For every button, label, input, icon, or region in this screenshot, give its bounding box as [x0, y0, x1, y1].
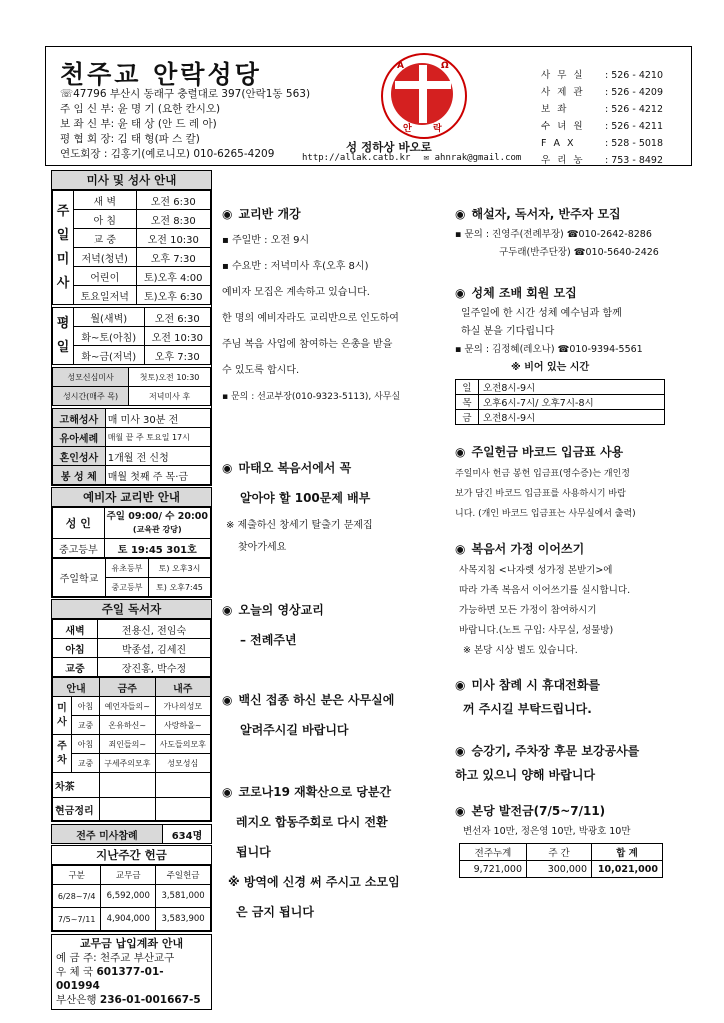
parish-title: 천주교 안락성당: [60, 60, 262, 89]
bullet-icon: ◉: [222, 693, 233, 707]
contact-row: 사 무 실 : 526 - 4210: [541, 70, 663, 81]
mass-time: 오후 7:30: [144, 346, 210, 365]
catechism-table: 성 인 주일 09:00/ 수 20:00 (교육관 강당) 중고등부 토 19:45 301호: [52, 507, 211, 558]
mass-name: 아 침: [74, 210, 137, 229]
mass-time: 오전 10:30: [144, 327, 210, 346]
notice-catechism: ◉ 교리반 개강: [222, 207, 301, 221]
notice-liturgy-recruit: ◉ 해설자, 독서자, 반주자 모집: [455, 207, 621, 221]
mass-name: 저녁(청년): [74, 248, 137, 267]
bullet-icon: ◉: [222, 785, 233, 799]
account-post: 우 체 국 601377-01-001994: [56, 966, 164, 992]
notice-covid: ◉ 코로나19 재확산으로 당분간 레지오 합동주회로 다시 전환 됩니다 ※ 방역에 신경 써 주시고 소모임 은 금지 됩니다: [222, 785, 400, 919]
notice-video: ◉ 오늘의 영상교리 – 전례주년: [222, 603, 324, 647]
mass-time: 오전 6:30: [136, 191, 211, 210]
pastor: 주 임 신 부: 윤 명 기 (요한 칸시오): [60, 103, 221, 115]
header: [45, 46, 692, 166]
special-time: 첫토)오전 10:30: [129, 368, 211, 387]
mass-time: 오전 10:30: [136, 229, 211, 248]
bullet-icon: ◉: [222, 207, 233, 221]
sunday-school-table: 주일학교 유초등부 토) 오후3시 중고등부 토) 오후7:45: [52, 558, 211, 597]
notice-construction: ◉ 승강기, 주차장 후문 보강공사를 하고 있으니 양해 바랍니다: [455, 744, 640, 782]
logo-cross-vertical: [419, 65, 427, 123]
mass-schedule-box: [51, 170, 212, 486]
contact-row: 보 좌 : 526 - 4212: [541, 104, 663, 115]
account-box: [51, 934, 212, 1010]
notice-barcode: ◉ 주일헌금 바코드 입금표 사용: [455, 445, 624, 459]
patron-saint: 성 정하상 바오로: [346, 140, 432, 154]
council-president: 평 협 회 장: 김 태 형(파 스 칼): [60, 133, 200, 145]
mass-name: 교 중: [74, 229, 137, 248]
account-title: 교무금 납입계좌 안내: [79, 937, 184, 950]
guide-table: 안내 금주 내주 미 사 아침 예언자들의~ 가나의성모 교중 온유하신~ 사랑하올~ 주 차 아침 죄인들의~ 사도들의모후 교중 구세주의모후 성모성심 차茶 현금정리: [52, 677, 211, 821]
sidebar: [51, 170, 212, 1010]
attendance-table: 전주 미사참례 634명: [51, 824, 212, 844]
notice-gospel-copy: ◉ 복음서 가정 이어쓰기: [455, 542, 585, 556]
adoration-table: 일 오전8시-9시 목 오후6시-7시/ 오후7시-8시 금 오전8시-9시: [455, 379, 665, 425]
contact-row: F A X : 528 - 5018: [541, 138, 663, 149]
weekday-mass-table: [52, 307, 211, 365]
mass-name: 화~금(저녁): [74, 346, 145, 365]
website-link[interactable]: http://allak.catb.kr: [302, 153, 411, 163]
account-bank: 부산은행 236-01-001667-5: [56, 994, 201, 1006]
offering-table: 구분 교무금 주일헌금 6/28~7/4 6,592,000 3,581,000 7/5~7/11 4,904,000 3,583,900: [52, 865, 211, 931]
bullet-icon: ◉: [455, 744, 466, 758]
contact-row: 수 녀 원 : 526 - 4211: [541, 121, 663, 132]
middle-column: ◉ 교리반 개강 ▪ 주일반 : 오전 9시 ▪ 수요반 : 저녁미사 후(오후 8시) 예비자 모집은 계속하고 있습니다. 한 명의 예비자라도 교리반으로 인도하여 주님 복음 사업에 참여하는 은총을 받을 수 있도록 합시다. ▪ 문의 : 선교부장(010-9323-5113), 사무실 ◉ 마태오 복음서에서 꼭 알아야 할 100문제 배부 ※ 제출하신 창세기 탈출기 문제집 찾아가세요 ◉ 오늘의 영상교리 – 전례주년 ◉ 백신 접종 하신 분은 사무실에 알려주시길 바랍니다 ◉ 코로나19 재확산으로 당분간 레지오 합동주회로 다시 전환 됩니다 ※ 방역에 신경 써 주시고 소모임 은 금지 됩니다: [222, 205, 450, 406]
assistant-priest: 보 좌 신 부: 윤 태 상 (안 드 레 아): [60, 118, 217, 130]
notice-adoration: ◉ 성체 조배 회원 모집: [455, 286, 577, 300]
readers-title: 주일 독서자: [52, 600, 211, 619]
bullet-icon: ◉: [455, 445, 466, 459]
contact-row: 사 제 관 : 526 - 4209: [541, 87, 663, 98]
address: ☏47796 부산시 동래구 충렬대로 397(안락1동 563): [60, 88, 311, 100]
sacraments-table: 고해성사 매 미사 30분 전 유아세례 매월 끝 주 토요일 17시 혼인성사 1개월 전 신청 봉 성 체 매월 첫째 주 목·금: [52, 408, 211, 485]
bullet-icon: ◉: [222, 603, 233, 617]
seniors-president: 연도회장 : 김홍기(예로니모) 010-6265-4209: [60, 148, 275, 160]
mass-schedule-title: 미사 및 성사 안내: [52, 171, 211, 190]
bullet-icon: ◉: [455, 804, 466, 818]
right-column: ◉ 해설자, 독서자, 반주자 모집 ▪ 문의 : 진영주(전례부장) ☎010-2642-8286 구두래(반주단장) ☎010-5640-2426 ◉ 성체 조배 회원 모집 일주일에 한 시간 성체 예수님과 함께 하실 분을 기다립니다 ▪ 문의 : 김정혜(레오나) ☎010-9394-5561 ※ 비어 있는 시간 일 오전8시-9시 목 오후6시-7시/ 오후7시-8시 금 오전8시-9시 ◉ 주일헌금 바코드 입금표 사용 주일미사 헌금 봉헌 입금표(영수증)는 개인정 보가 담긴 바코드 입금표를 사용하시기 바랍 니다. (개인 바코드 입금표는 사무실에서 출력) ◉ 복음서 가정 이어쓰기 사목지침 <나자렛 성가정 본받기>에 따라 가족 복음서 이어쓰기를 실시합니다. 가능하면 모든 가정이 참여하시기 바랍니다.(노트 구입: 사무실, 성물방) ※ 본당 시상 별도 있습니다. ◉ 미사 참례 시 휴대전화를 꺼 주시길 부탁드립니다. ◉ 승강기, 주차장 후문 보강공사를 하고 있으니 양해 바랍니다 ◉ 본당 발전금(7/5~7/11) 변선자 10만, 정은영 10만, 박광호 10만 전주누계 주 간 합 계 9,721,000 300,000 10,021,000: [455, 205, 687, 878]
logo-alpha: A: [397, 61, 404, 71]
bullet-icon: ◉: [222, 461, 233, 475]
mass-name: 월(새벽): [74, 308, 145, 327]
mass-time: 오전 6:30: [144, 308, 210, 327]
mass-name: 어린이: [74, 267, 137, 286]
bullet-icon: ◉: [455, 286, 466, 300]
logo-cross-horizontal: [395, 81, 451, 89]
mass-time: 오후 7:30: [136, 248, 211, 267]
weekday-label: 평 일: [53, 308, 74, 365]
special-mass-table: [52, 367, 211, 406]
special-name: 성시간(매주 목): [53, 387, 129, 406]
parish-logo: [381, 53, 467, 139]
phone-directory: [541, 67, 663, 169]
mass-time: 오전 8:30: [136, 210, 211, 229]
readers-box: [51, 599, 212, 822]
logo-an: 안: [403, 124, 412, 134]
mass-name: 토요일저녁: [74, 286, 137, 305]
special-time: 저녁미사 후: [129, 387, 211, 406]
sunday-label: 주 일 미 사: [53, 191, 74, 305]
development-fund-table: 전주누계 주 간 합 계 9,721,000 300,000 10,021,000: [459, 843, 663, 878]
offering-box: [51, 845, 212, 932]
mass-time: 토)오후 4:00: [136, 267, 211, 286]
mass-name: 화~토(아침): [74, 327, 145, 346]
catechism-title: 예비자 교리반 안내: [52, 488, 211, 507]
bullet-icon: ◉: [455, 542, 466, 556]
notice-vaccine: ◉ 백신 접종 하신 분은 사무실에 알려주시길 바랍니다: [222, 693, 395, 737]
logo-rak: 락: [433, 124, 442, 134]
readers-table: 새벽 전용신, 전임숙 아침 박종섭, 김세진 교중 장진홍, 박수정: [52, 619, 211, 677]
special-name: 성모신심미사: [53, 368, 129, 387]
notice-matthew: ◉ 마태오 복음서에서 꼭 알아야 할 100문제 배부 ※ 제출하신 창세기 탈출기 문제집 찾아가세요: [222, 461, 373, 553]
offering-title: 지난주간 헌금: [52, 846, 211, 865]
bullet-icon: ◉: [455, 207, 466, 221]
contact-row: 우 리 농 : 753 - 8492: [541, 155, 663, 166]
bullet-icon: ◉: [455, 678, 466, 692]
logo-omega: Ω: [441, 61, 449, 71]
sunday-mass-table: [52, 190, 211, 305]
notice-phone-off: ◉ 미사 참례 시 휴대전화를 꺼 주시길 부탁드립니다.: [455, 678, 600, 716]
email-link[interactable]: ✉ ahnrak@gmail.com: [423, 153, 522, 163]
catechism-box: [51, 487, 212, 598]
mass-name: 새 벽: [74, 191, 137, 210]
notice-development-fund: ◉ 본당 발전금(7/5~7/11) 변선자 10만, 정은영 10만, 박광호 10만 전주누계 주 간 합 계 9,721,000 300,000 10,021,000: [455, 799, 687, 878]
mass-time: 토)오후 6:30: [136, 286, 211, 305]
web-contacts: [302, 153, 521, 163]
account-holder: 예 금 주: 천주교 부산교구: [56, 952, 175, 964]
